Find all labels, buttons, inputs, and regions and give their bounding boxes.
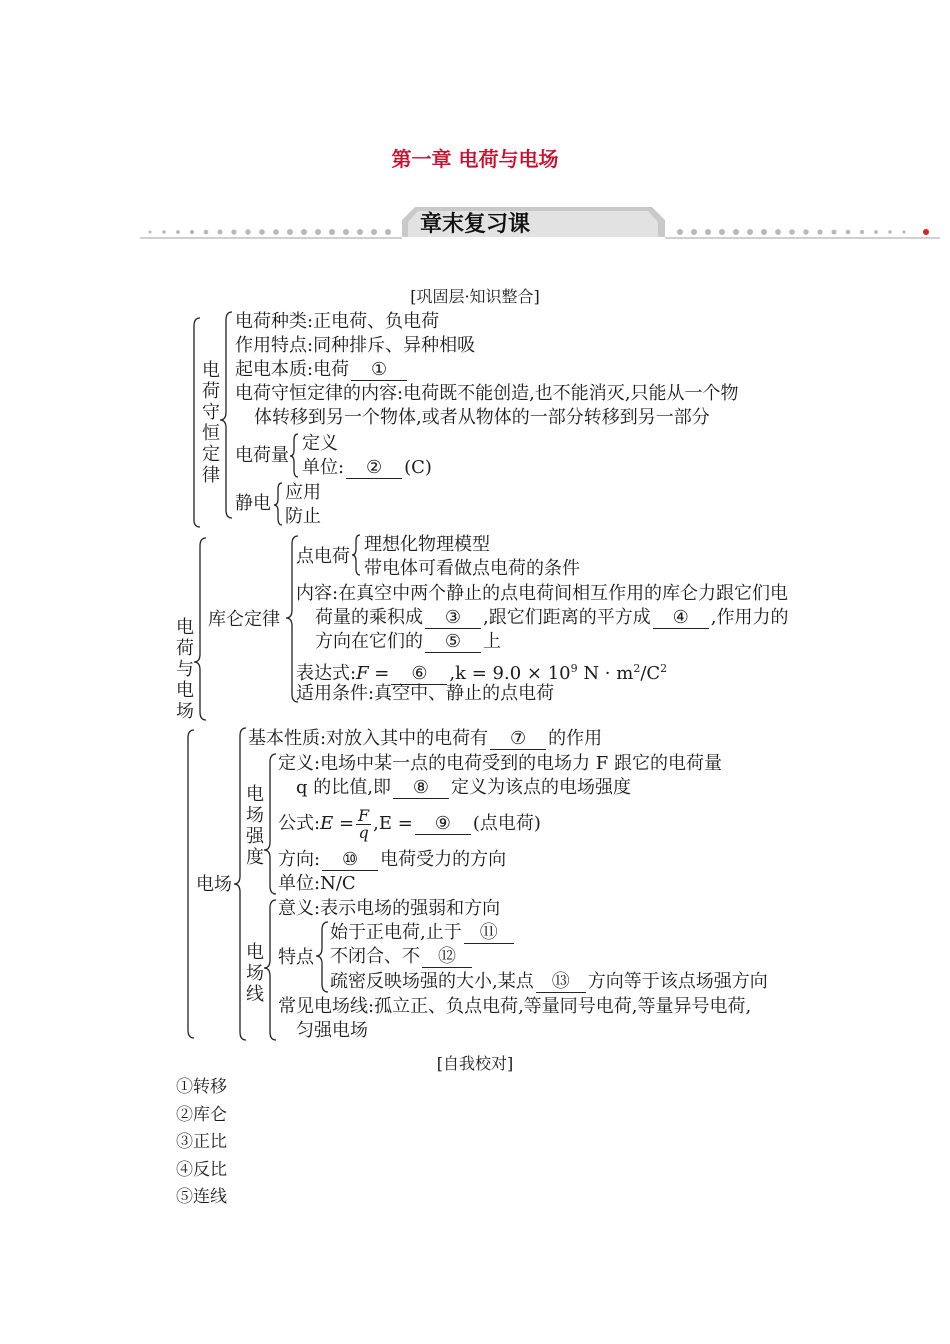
answer-1: ①转移 <box>176 1077 227 1097</box>
answer-4: ④反比 <box>176 1160 227 1180</box>
field-strength-label: 电场强度 <box>246 784 264 868</box>
charge-quantity-definition: 定义 <box>302 433 338 454</box>
charge-quantity-label: 电荷量 <box>235 445 289 466</box>
formula-fraction <box>356 805 371 842</box>
answer-3: ③正比 <box>176 1132 227 1152</box>
blank-13: ⑬ <box>536 972 586 993</box>
feature-1 <box>330 921 516 945</box>
blank-2: ② <box>346 458 402 479</box>
basic-text: 基本性质:对放入其中的电荷有 <box>248 728 489 749</box>
coulomb-conditions: 适用条件:真空中、静止的点电荷 <box>296 683 555 704</box>
content-2b: ,跟它们距离的平方成 <box>483 607 651 628</box>
electrification-essence <box>235 358 409 382</box>
expr-unit-c: /C <box>640 663 661 684</box>
field-unit: 单位:N/C <box>278 873 356 894</box>
self-check-heading: [自我校对] <box>436 1054 514 1073</box>
knowledge-map-heading: [巩固层·知识整合] <box>410 287 540 306</box>
content-2c: ,作用力的 <box>710 607 789 628</box>
coulomb-content-line-2 <box>315 606 788 630</box>
static-electricity-label: 静电 <box>235 493 271 514</box>
interaction-feature: 作用特点:同种排斥、异种相吸 <box>235 335 476 356</box>
conservation-law-line-2: 体转移到另一个物体,或者从物体的一部分转移到另一部分 <box>254 407 710 428</box>
field-lines-meaning: 意义:表示电场的强弱和方向 <box>278 898 501 919</box>
expr-eq: = <box>368 663 390 684</box>
field-direction <box>278 848 506 872</box>
charge-quantity-unit <box>302 456 432 480</box>
formula-suffix: (点电荷) <box>472 813 541 834</box>
formula-mid: ,E = <box>373 813 413 834</box>
common-field-lines-1: 常见电场线:孤立正、负点电荷,等量同号电荷,等量异号电荷, <box>278 996 752 1017</box>
blank-4: ④ <box>653 608 709 629</box>
expr-F: F <box>356 663 369 684</box>
coulomb-law-label: 库仑定律 <box>208 609 280 630</box>
basic-suffix: 的作用 <box>548 728 603 749</box>
field-lines-feature-label: 特点 <box>278 947 314 968</box>
fraction-numerator: F <box>358 805 370 825</box>
chapter-title: 第一章 电荷与电场 <box>391 147 559 171</box>
conservation-law-line-1: 电荷守恒定律的内容:电荷既不能创造,也不能消灭,只能从一个物 <box>235 383 739 404</box>
charge-and-field-label: 电荷与电场 <box>176 617 194 722</box>
direction-prefix: 方向: <box>278 849 321 870</box>
direction-suffix: 电荷受力的方向 <box>380 849 507 870</box>
feature-3b: 方向等于该点场强方向 <box>587 971 768 992</box>
blank-7: ⑦ <box>490 729 546 750</box>
field-lines-label: 电场线 <box>246 942 264 1005</box>
content-2a: 荷量的乘积成 <box>315 607 423 628</box>
field-definition-line-2 <box>296 776 631 800</box>
formula-E: E = <box>320 813 355 834</box>
expr-exp: 9 <box>570 662 578 675</box>
coulomb-content-line-1: 内容:在真空中两个静止的点电荷间相互作用的库仑力跟它们电 <box>296 583 789 604</box>
field-basic-property <box>248 727 602 751</box>
def-2b: 定义为该点的电场强度 <box>450 777 631 798</box>
field-definition-line-1: 定义:电场中某一点的电荷受到的电场力 F 跟它的电荷量 <box>278 753 722 774</box>
expr-unit-sup: 2 <box>633 662 641 675</box>
feature-2 <box>330 945 474 969</box>
def-2a: q 的比值,即 <box>296 777 391 798</box>
point-charge-label: 点电荷 <box>296 546 350 567</box>
fraction-denominator: q <box>358 822 369 842</box>
common-field-lines-2: 匀强电场 <box>296 1020 368 1041</box>
answer-2: ②库仑 <box>176 1105 227 1125</box>
blank-9: ⑨ <box>415 814 471 835</box>
static-prevention: 防止 <box>285 506 321 527</box>
conservation-label: 电荷守恒定律 <box>202 360 220 486</box>
blank-8: ⑧ <box>393 778 449 799</box>
formula-prefix: 公式: <box>278 813 321 834</box>
answer-5: ⑤连线 <box>176 1187 227 1207</box>
content-3b: 上 <box>483 631 501 652</box>
blank-11: ⑪ <box>464 923 514 944</box>
section-title: 章末复习课 <box>419 212 530 237</box>
blank-12: ⑫ <box>422 947 472 968</box>
static-application: 应用 <box>285 482 321 503</box>
blank-6: ⑥ <box>391 664 447 685</box>
blank-3: ③ <box>425 608 481 629</box>
essence-text: 起电本质:电荷 <box>235 359 350 380</box>
point-charge-ideal-model: 理想化物理模型 <box>364 534 490 555</box>
unit-suffix: (C) <box>404 457 432 478</box>
feature-1-text: 始于正电荷,止于 <box>330 922 462 943</box>
point-charge-condition: 带电体可看做点电荷的条件 <box>364 558 580 579</box>
blank-5: ⑤ <box>425 632 481 653</box>
expr-k: ,k = 9.0 × 10 <box>449 663 571 684</box>
feature-3a: 疏密反映场强的大小,某点 <box>330 971 534 992</box>
coulomb-content-line-3 <box>315 630 501 654</box>
blank-1: ① <box>351 360 407 381</box>
expr-unit: N · m <box>577 663 634 684</box>
electric-field-label: 电场 <box>196 874 232 895</box>
content-3a: 方向在它们的 <box>315 631 423 652</box>
expr-unit-c-sup: 2 <box>660 662 668 675</box>
field-formula <box>278 807 541 841</box>
expr-prefix: 表达式: <box>296 663 357 684</box>
unit-prefix: 单位: <box>302 457 345 478</box>
blank-10: ⑩ <box>322 850 378 871</box>
feature-3 <box>330 970 768 994</box>
feature-2-text: 不闭合、不 <box>330 946 420 967</box>
charge-types: 电荷种类:正电荷、负电荷 <box>235 311 440 332</box>
